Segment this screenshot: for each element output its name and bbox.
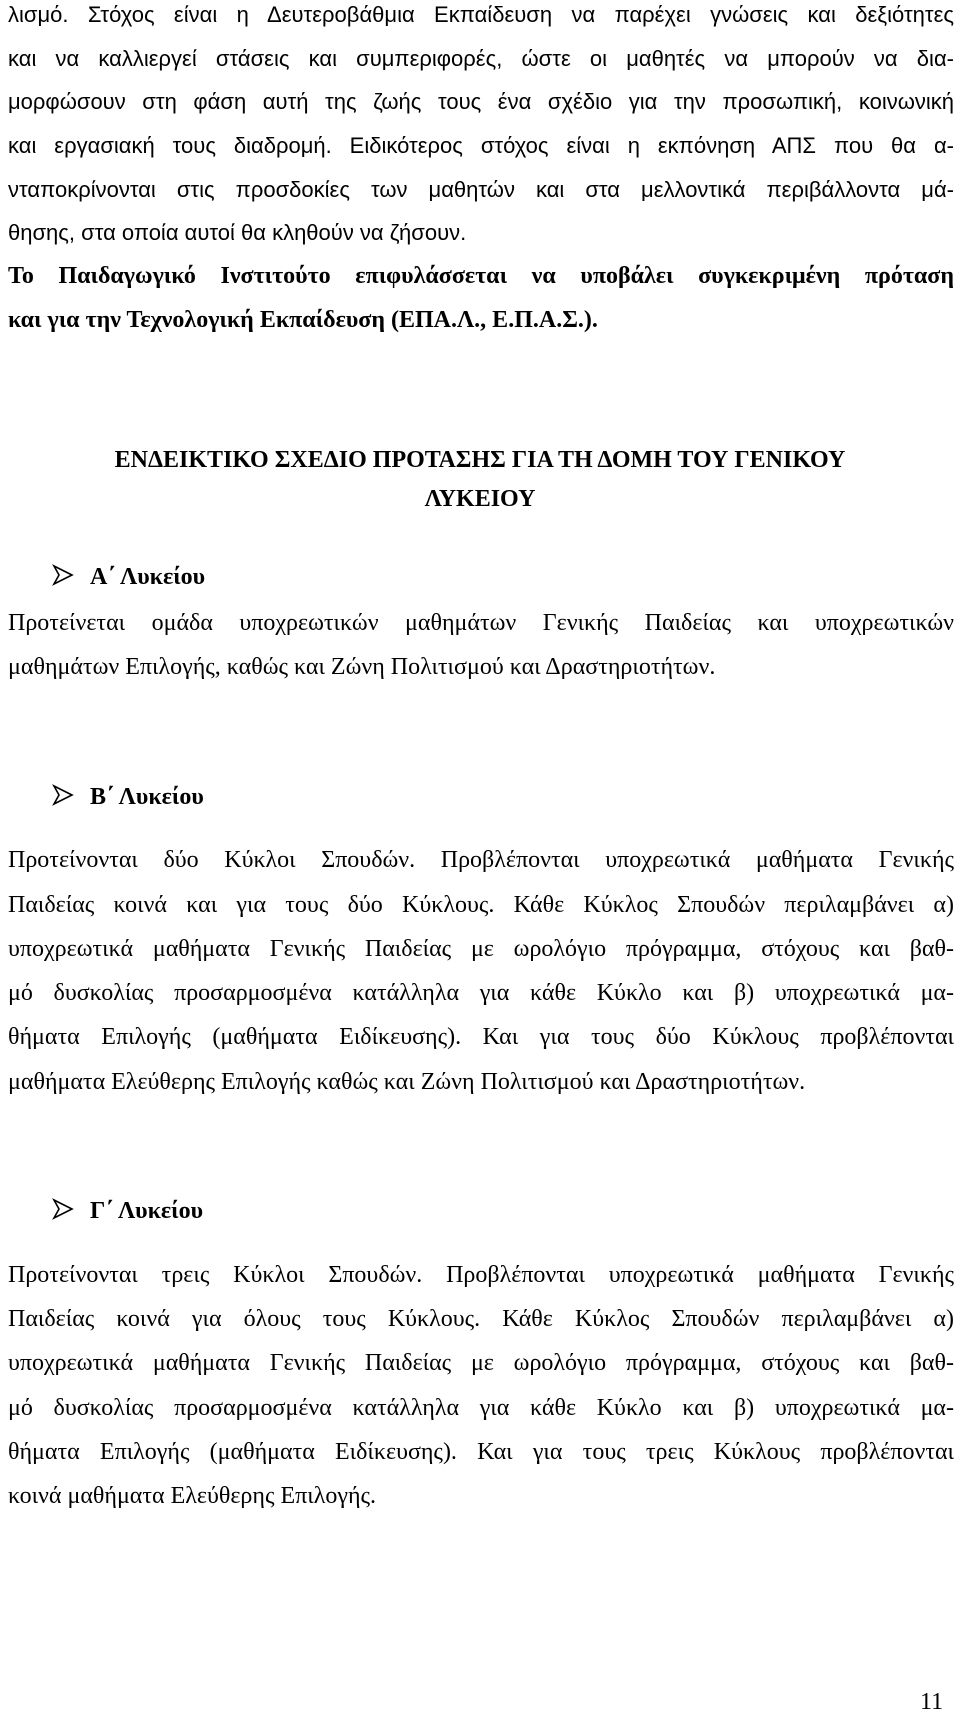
intro-line: λισμό. Στόχος είναι η Δευτεροβάθμια Εκπαίδευση να παρέχει γνώσεις και δεξιότητες: [8, 2, 954, 27]
grade-a-line: μαθημάτων Επιλογής, καθώς και Ζώνη Πολιτισμού και Δραστηριοτήτων.: [8, 654, 716, 680]
grade-b-line: Παιδείας κοινά και για τους δύο Κύκλους. Κάθε Κύκλος Σπουδών περιλαμβάνει α): [8, 892, 954, 918]
intro-line: μορφώσουν στη φάση αυτή της ζωής τους ένα σχέδιο για την προσωπική, κοινωνική: [8, 89, 954, 114]
arrowhead-bullet-icon: [52, 784, 74, 806]
grade-c-line: Παιδείας κοινά για όλους τους Κύκλους. Κάθε Κύκλος Σπουδών περιλαμβάνει α): [8, 1306, 954, 1332]
grade-b-line: θήματα Επιλογής (μαθήματα Ειδίκευσης). Και για τους δύο Κύκλους προβλέπονται: [8, 1024, 954, 1050]
grade-b-title: Β΄ Λυκείου: [90, 784, 204, 810]
intro-line: θησης, στα οποία αυτοί θα κληθούν να ζήσουν.: [8, 220, 467, 245]
grade-a-line: Προτείνεται ομάδα υποχρεωτικών μαθημάτων Γενικής Παιδείας και υποχρεωτικών: [8, 610, 954, 636]
intro-line: και εργασιακή τους διαδρομή. Ειδικότερος στόχος είναι η εκπόνηση ΑΠΣ που θα α-: [8, 133, 954, 158]
grade-c-line: υποχρεωτικά μαθήματα Γενικής Παιδείας με ωρολόγιο πρόγραμμα, στόχους και βαθ-: [8, 1350, 954, 1376]
intro-line: νταποκρίνονται στις προσδοκίες των μαθητών και στα μελλοντικά περιβάλλοντα μά-: [8, 177, 954, 202]
grade-c-line: κοινά μαθήματα Ελεύθερης Επιλογής.: [8, 1483, 376, 1509]
intro-line: και να καλλιεργεί στάσεις και συμπεριφορές, ώστε οι μαθητές να μπορούν να δια-: [8, 46, 954, 71]
reservation-note-line: Το Παιδαγωγικό Ινστιτούτο επιφυλάσσεται να υποβάλει συγκεκριμένη πρόταση: [8, 263, 954, 289]
section-title-line: ΕΝΔΕΙΚΤΙΚΟ ΣΧΕΔΙΟ ΠΡΟΤΑΣΗΣ ΓΙΑ ΤΗ ΔΟΜΗ ΤΟΥ ΓΕΝΙΚΟΥ: [114, 447, 846, 473]
grade-a-title: Α΄ Λυκείου: [90, 564, 206, 590]
grade-b-line: μό δυσκολίας προσαρμοσμένα κατάλληλα για κάθε Κύκλο και β) υποχρεωτικά μα-: [8, 980, 954, 1006]
arrowhead-bullet-icon: [52, 564, 74, 586]
grade-b-line: μαθήματα Ελεύθερης Επιλογής καθώς και Ζώνη Πολιτισμού και Δραστηριοτήτων.: [8, 1069, 806, 1095]
grade-b-line: υποχρεωτικά μαθήματα Γενικής Παιδείας με ωρολόγιο πρόγραμμα, στόχους και βαθ-: [8, 936, 954, 962]
section-title-line: ΛΥΚΕΙΟΥ: [424, 486, 536, 512]
page-number: 11: [920, 1689, 944, 1715]
reservation-note-line: και για την Τεχνολογική Εκπαίδευση (ΕΠΑ.Λ., Ε.Π.Α.Σ.).: [8, 307, 598, 333]
grade-c-line: Προτείνονται τρεις Κύκλοι Σπουδών. Προβλέπονται υποχρεωτικά μαθήματα Γενικής: [8, 1262, 954, 1288]
grade-c-line: μό δυσκολίας προσαρμοσμένα κατάλληλα για κάθε Κύκλο και β) υποχρεωτικά μα-: [8, 1395, 954, 1421]
grade-c-title: Γ΄ Λυκείου: [90, 1198, 204, 1224]
arrowhead-bullet-icon: [52, 1198, 74, 1220]
grade-c-line: θήματα Επιλογής (μαθήματα Ειδίκευσης). Και για τους τρεις Κύκλους προβλέπονται: [8, 1439, 954, 1465]
grade-b-line: Προτείνονται δύο Κύκλοι Σπουδών. Προβλέπονται υποχρεωτικά μαθήματα Γενικής: [8, 847, 954, 873]
